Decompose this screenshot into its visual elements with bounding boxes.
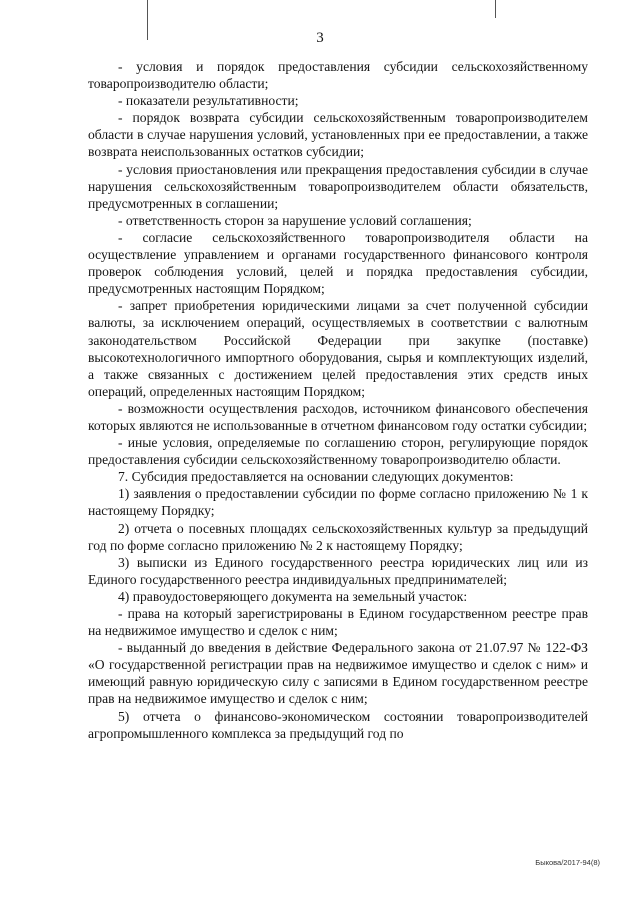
paragraph: - показатели результативности;: [118, 93, 299, 109]
document-code: Быкова/2017-94(8): [535, 858, 600, 867]
document-body: [88, 58, 588, 742]
paragraph: 1) заявления о предоставлении субсидии по форме согласно приложению № 1 к настоящему Порядку;: [88, 486, 588, 519]
paragraph: - иные условия, определяемые по соглашению сторон, регулирующие порядок предоставления субсидии сельскохозяйственному товаропроизводителю области.: [88, 435, 588, 468]
paragraph: - возможности осуществления расходов, источником финансового обеспечения которых являются не использованные в отчетном финансовом году остатки субсидии;: [88, 400, 588, 433]
paragraph: - условия и порядок предоставления субсидии сельскохозяйственному товаропроизводителю области;: [88, 59, 588, 92]
paragraph: - условия приостановления или прекращения предоставления субсидии в случае нарушения сельскохозяйственным товаропроизводителем области обязательств, предусмотренных в соглашении;: [88, 161, 588, 211]
paragraph: - согласие сельскохозяйственного товаропроизводителя области на осуществление управлением и органами государственного финансового контроля проверок соблюдения условий, целей и порядка предоставления субсидии, предусмотренных настоящим Порядком;: [88, 229, 588, 297]
paragraph: - выданный до введения в действие Федерального закона от 21.07.97 № 122-ФЗ «О государственной регистрации прав на недвижимое имущество и сделок с ним» и имеющий равную юридическую силу с записями в Едином государственном реестре прав на недвижимое имущество и сделок с ним;: [88, 640, 588, 707]
paragraph: 3) выписки из Единого государственного реестра юридических лиц или из Единого государственного реестра индивидуальных предпринимателей;: [88, 554, 588, 587]
paragraph: - ответственность сторон за нарушение условий соглашения;: [118, 212, 472, 228]
paragraph: - порядок возврата субсидии сельскохозяйственным товаропроизводителем области в случае нарушения условий, установленных при ее предоставлении, а также возврата неиспользованных остатков субсидии;: [88, 110, 588, 160]
paragraph: 4) правоудостоверяющего документа на земельный участок:: [118, 588, 468, 604]
paragraph: - права на который зарегистрированы в Едином государственном реестре прав на недвижимое имущество и сделок с ним;: [88, 606, 588, 639]
paragraph: 7. Субсидия предоставляется на основании следующих документов:: [118, 469, 514, 485]
page-number: 3: [316, 30, 324, 46]
paragraph: 2) отчета о посевных площадях сельскохозяйственных культур за предыдущий год по форме согласно приложению № 2 к настоящему Порядку;: [88, 520, 588, 553]
paragraph: 5) отчета о финансово-экономическом состоянии товаропроизводителей агропромышленного комплекса за предыдущий год по: [88, 708, 588, 741]
paragraph: - запрет приобретения юридическими лицами за счет полученной субсидии валюты, за исключением операций, осуществляемых в соответствии с валютным законодательством Российской Федерации при закупке (поставке) высокотехнологичного импортного оборудования, сырья и комплектующих изделий, а также связанных с достижением целей предоставления этих средств иных операций, определенных настоящим Порядком;: [88, 298, 588, 399]
scan-artifact-line: [495, 0, 496, 18]
